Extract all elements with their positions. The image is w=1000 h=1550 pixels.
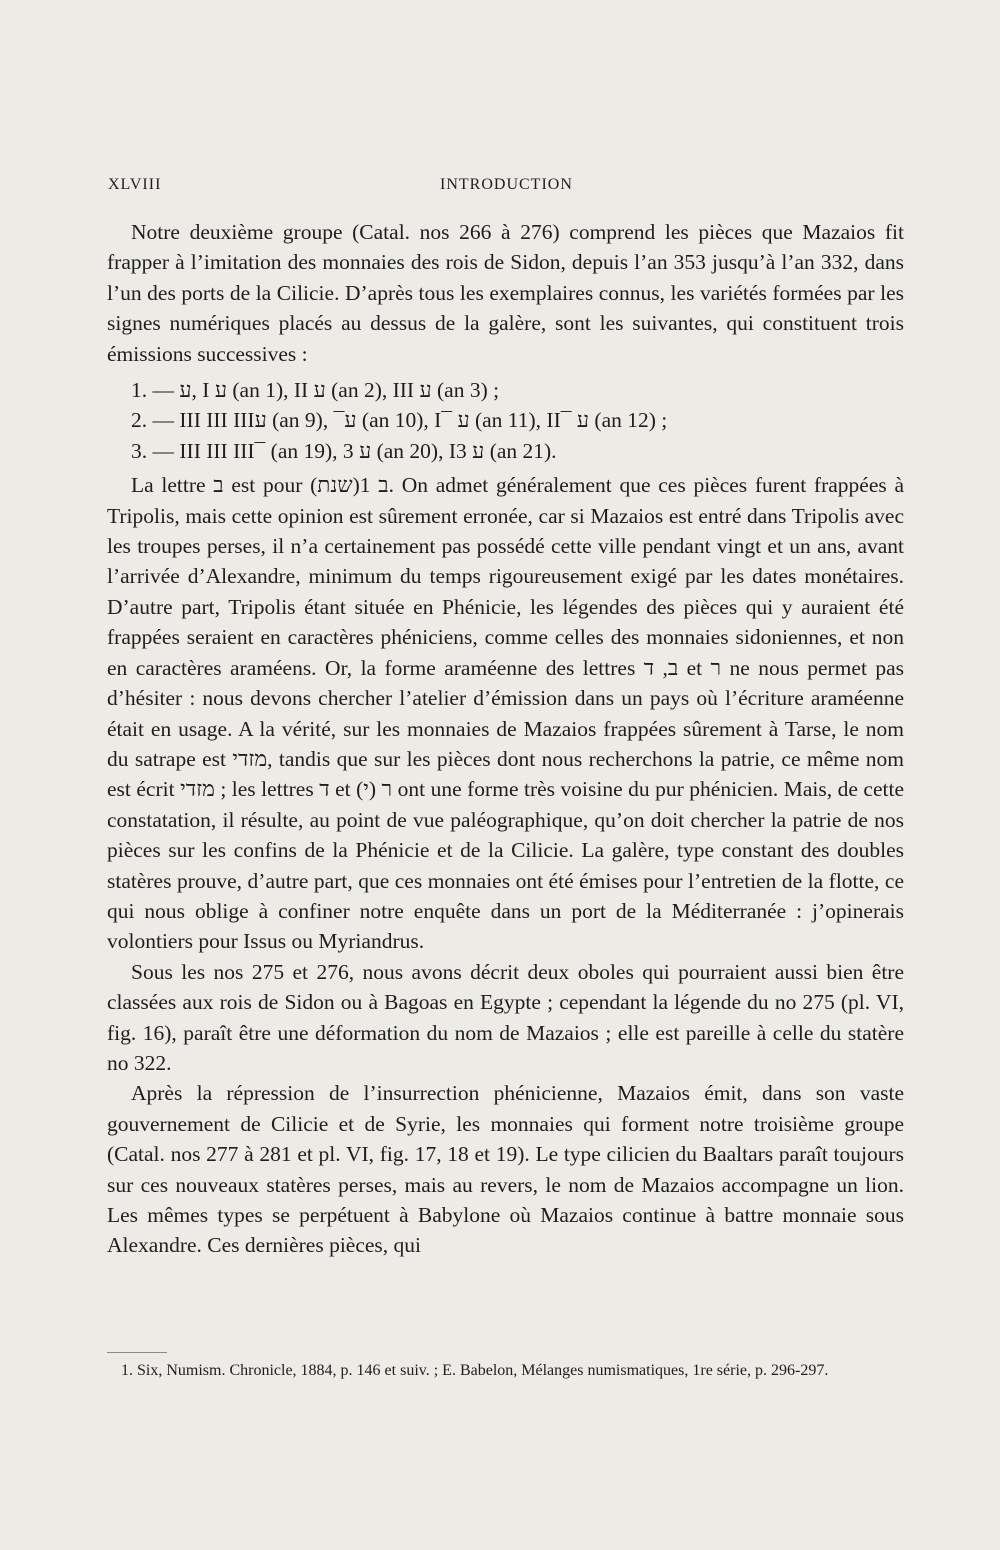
list-item-1: 1. — ע, I ע (an 1), II ע (an 2), III ע (an 3) ; <box>131 378 500 403</box>
body-text <box>107 217 904 1261</box>
running-title: INTRODUCTION <box>440 176 573 193</box>
page-number: XLVIII <box>108 176 162 193</box>
footnote-rule <box>107 1352 167 1353</box>
paragraph-1: Notre deuxième groupe (Catal. nos 266 à 276) comprend les pièces que Mazaios fit frapper à l’imitation des monnaies des rois de Sidon, depuis l’an 353 jusqu’à l’an 332, dans l’un des ports de la Cilicie. D’après tous les exemplaires connus, les variétés formées par les signes numériques placés au dessus de la galère, sont les suivantes, qui constituent trois émissions successives : <box>107 220 904 366</box>
footnotes <box>107 1360 904 1382</box>
list-item-2: 2. — III III IIIע (an 9), ¯ע (an 10), I¯ ע (an 11), II¯ ע (an 12) ; <box>131 408 668 433</box>
paragraph-4: Après la répression de l’insurrection phénicienne, Mazaios émit, dans son vaste gouvernement de Cilicie et de Syrie, les monnaies qui forment notre troisième groupe (Catal. nos 277 à 281 et pl. VI, fig. 17, 18 et 19). Le type cilicien du Baaltars paraît toujours sur ces nouveaux statères perses, mais au revers, le nom de Mazaios accompagne un lion. Les mêmes types se perpétuent à Babylone où Mazaios continue à battre monnaie sous Alexandre. Ces dernières pièces, qui <box>107 1081 904 1258</box>
paragraph-3: Sous les nos 275 et 276, nous avons décrit deux oboles qui pourraient aussi bien être classées aux rois de Sidon ou à Bagoas en Egypte ; cependant la légende du no 275 (pl. VI, fig. 16), paraît être une déformation du nom de Mazaios ; elle est pareille à celle du statère no 322. <box>107 959 904 1075</box>
numeral-list <box>107 375 904 466</box>
paragraph-2: La lettre ב est pour (שנת)ב 1. On admet généralement que ces pièces furent frappées à Tripolis, mais cette opinion est sûrement erronée, car si Mazaios est entré dans Tripolis avec les troupes perses, il n’a certainement pas possédé cette ville pendant vingt et un ans, avant l’arrivée d’Alexandre, minimum du temps rigoureusement exigé par les dates monétaires. D’autre part, Tripolis étant située en Phénicie, les légendes des pièces qui y auraient été frappées seraient en caractères phéniciens, comme celles des monnaies sidoniennes, et non en caractères araméens. Or, la forme araméenne des lettres ב, ד et ר ne nous permet pas d’hésiter : nous devons chercher l’atelier d’émission dans un pays où l’écriture araméenne était en usage. A la vérité, sur les monnaies de Mazaios frappées sûrement à Tarse, le nom du satrape est מזדי, tandis que sur les pièces dont nous recherchons la patrie, ce même nom est écrit מזדי ; les lettres ד et ר (י) ont une forme très voisine du pur phénicien. Mais, de cette constatation, il résulte, au point de vue paléographique, qu’on doit chercher la patrie de nos pièces sur les confins de la Phénicie et de la Cilicie. La galère, type constant des doubles statères prouve, d’autre part, que ces monnaies ont été émises pour l’entretien de la flotte, ce qui nous oblige à confiner notre enquête dans un port de la Méditerranée : j’opinerais volontiers pour Issus ou Myriandrus. <box>107 473 905 954</box>
footnote-1: 1. Six, Numism. Chronicle, 1884, p. 146 et suiv. ; E. Babelon, Mélanges numismatiques, 1re série, p. 296-297. <box>121 1362 829 1379</box>
list-item-3: 3. — III III III¯ (an 19), 3 ע (an 20), I3 ע (an 21). <box>131 438 557 463</box>
page-header <box>108 176 908 200</box>
